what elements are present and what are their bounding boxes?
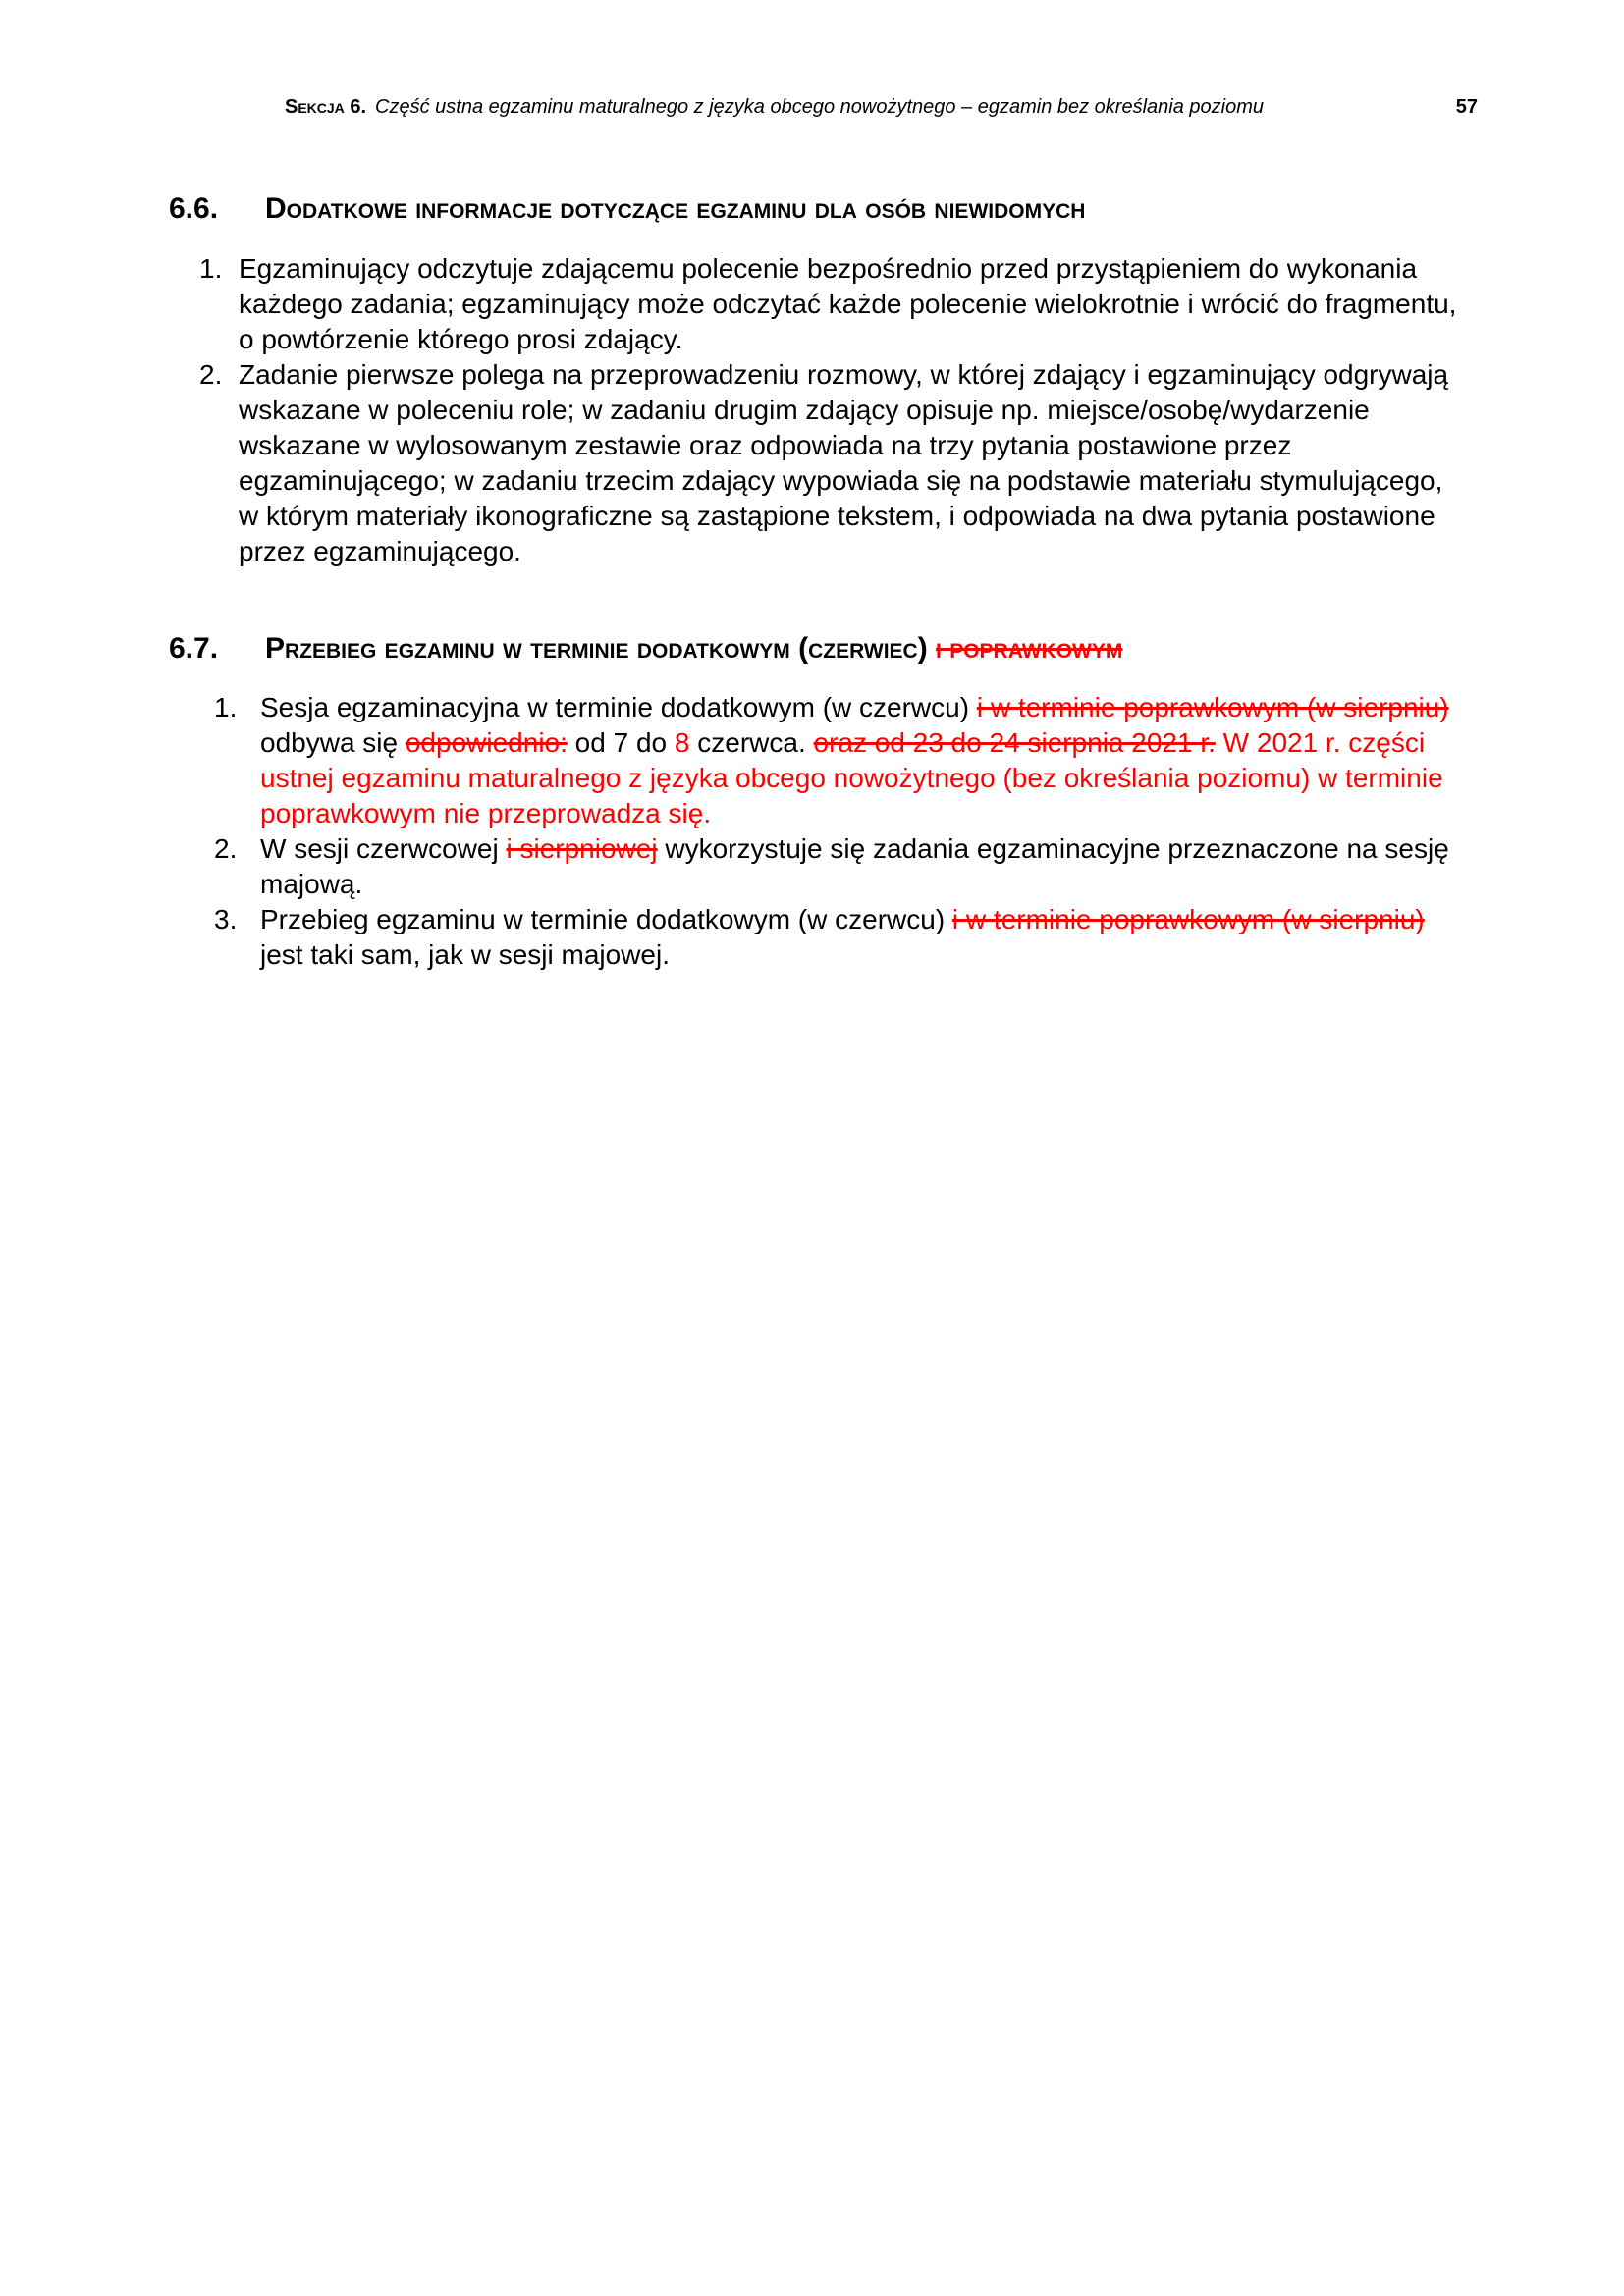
text-run-red-strike: oraz od 23 do 24 sierpnia 2021 r. — [813, 727, 1216, 758]
text-run-normal: czerwca. — [689, 727, 814, 758]
section-heading-6-6 — [169, 190, 1085, 228]
page-number: 57 — [1455, 96, 1478, 118]
list-item-text — [260, 690, 1469, 831]
header-section-label: Sekcja 6. — [285, 96, 367, 118]
list-item-text — [260, 831, 1469, 902]
list-item-number: 2. — [199, 359, 223, 390]
text-run-red: 8 — [674, 727, 690, 758]
list-item-number: 1. — [214, 692, 238, 722]
text-run-red-strike: i w terminie poprawkowym (w sierpniu) — [951, 904, 1425, 934]
section-title — [265, 190, 1085, 228]
section-number: 6.7. — [169, 632, 219, 665]
list-item-number: 3. — [214, 904, 238, 934]
header-title: Część ustna egzaminu maturalnego z języka obcego nowożytnego – egzamin bez określania poziomu — [375, 96, 1264, 118]
text-run-normal: Sesja egzaminacyjna w terminie dodatkowym (w czerwcu) — [260, 692, 977, 722]
section-title — [265, 630, 1122, 667]
text-run-normal: odbywa się — [260, 727, 406, 758]
list-item — [199, 251, 1468, 357]
text-run-normal: Przebieg egzaminu w terminie dodatkowym (czerwiec) — [265, 632, 937, 665]
list-item — [214, 831, 1471, 902]
text-run-normal: Przebieg egzaminu w terminie dodatkowym (w czerwcu) — [260, 904, 952, 934]
section-heading-6-7 — [169, 630, 1122, 667]
text-run-red-strike: i sierpniowej — [506, 833, 658, 864]
text-run-red-strike: i poprawkowym — [936, 632, 1123, 665]
list-item — [214, 690, 1471, 831]
text-run-normal: wykorzystuje się zadania egzaminacyjne przeznaczone na sesję majową. — [260, 833, 1449, 899]
text-run-red-strike: odpowiednio: — [405, 727, 568, 758]
text-run-normal: od 7 do — [567, 727, 675, 758]
text-run-red-strike: i w terminie poprawkowym (w sierpniu) — [976, 692, 1449, 722]
list-item — [214, 902, 1471, 973]
list-item-text — [260, 902, 1469, 973]
section-6-7-list — [214, 690, 1471, 973]
text-run-normal: Dodatkowe informacje dotyczące egzaminu dla osób niewidomych — [265, 192, 1086, 225]
list-item-number: 1. — [199, 253, 223, 284]
running-header — [285, 94, 1478, 120]
text-run-normal: Zadanie pierwsze polega na przeprowadzeniu rozmowy, w której zdający i egzaminujący odgrywają wskazane w poleceniu role; w zadaniu drugim zdający opisuje np. miejsce/osobę/wydarzenie wskazane w wylosowanym zestawie oraz odpowiada na trzy pytania postawione przez egzaminującego; w zadaniu trzecim zdający wypowiada się na podstawie materiału stymulującego, w którym materiały ikonograficzne są zastąpione tekstem, i odpowiada na dwa pytania postawione przez egzaminującego. — [239, 359, 1449, 566]
list-item-text — [239, 251, 1466, 357]
text-run-normal: jest taki sam, jak w sesji majowej. — [260, 939, 671, 970]
text-run-normal: Egzaminujący odczytuje zdającemu polecenie bezpośrednio przed przystąpieniem do wykonania każdego zadania; egzaminujący może odczytać każde polecenie wielokrotnie i wrócić do fragmentu, o powtórzenie którego prosi zdający. — [239, 253, 1457, 354]
section-number: 6.6. — [169, 192, 219, 225]
list-item-text — [239, 357, 1466, 569]
list-item-number: 2. — [214, 833, 238, 864]
text-run-red: W 2021 r. części ustnej egzaminu maturalnego z języka obcego nowożytnego (bez określania poziomu) w terminie poprawkowym nie przeprowadza się. — [260, 727, 1443, 828]
section-6-6-list — [199, 251, 1468, 569]
list-item — [199, 357, 1468, 569]
text-run-normal: W sesji czerwcowej — [260, 833, 507, 864]
